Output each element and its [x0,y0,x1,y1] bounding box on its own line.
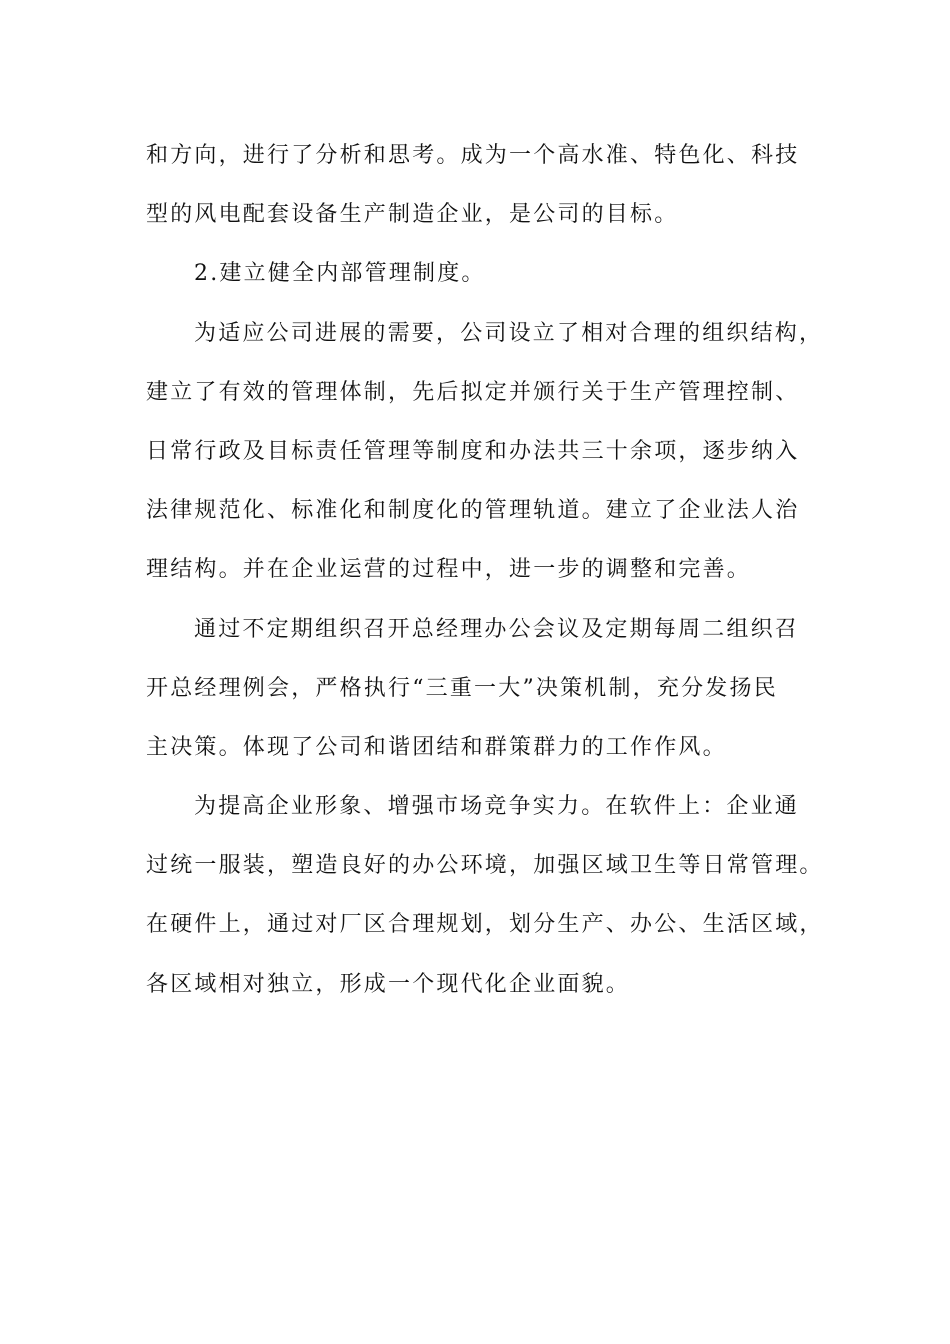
text-line: 为提高企业形象、增强市场竞争实力。在软件上：企业通 [194,794,800,820]
text-line: 通过不定期组织召开总经理办公会议及定期每周二组织召 [194,616,800,642]
text-line: 过统一服装，塑造良好的办公环境，加强区域卫生等日常管理。 [146,853,824,879]
text-line: 主决策。体现了公司和谐团结和群策群力的工作作风。 [146,734,727,760]
text-line: 法律规范化、标准化和制度化的管理轨道。建立了企业法人治 [146,498,800,524]
text-line: 开总经理例会，严格执行“三重一大”决策机制，充分发扬民 [146,675,778,701]
text-line: 建立了有效的管理体制，先后拟定并颁行关于生产管理控制、 [146,379,800,405]
text-line: 在硬件上，通过对厂区合理规划，划分生产、办公、生活区域， [146,912,824,938]
text-line: 型的风电配套设备生产制造企业，是公司的目标。 [146,202,679,228]
text-line: 各区域相对独立，形成一个现代化企业面貌。 [146,971,631,997]
text-line: 理结构。并在企业运营的过程中，进一步的调整和完善。 [146,557,752,583]
text-line: 日常行政及目标责任管理等制度和办法共三十余项，逐步纳入 [146,438,800,464]
section-heading: 2.建立健全内部管理制度。 [194,261,486,287]
document-body [146,126,824,1014]
text-line: 和方向，进行了分析和思考。成为一个高水准、特色化、科技 [146,143,800,168]
text-line: 为适应公司进展的需要，公司设立了相对合理的组织结构， [194,320,824,346]
